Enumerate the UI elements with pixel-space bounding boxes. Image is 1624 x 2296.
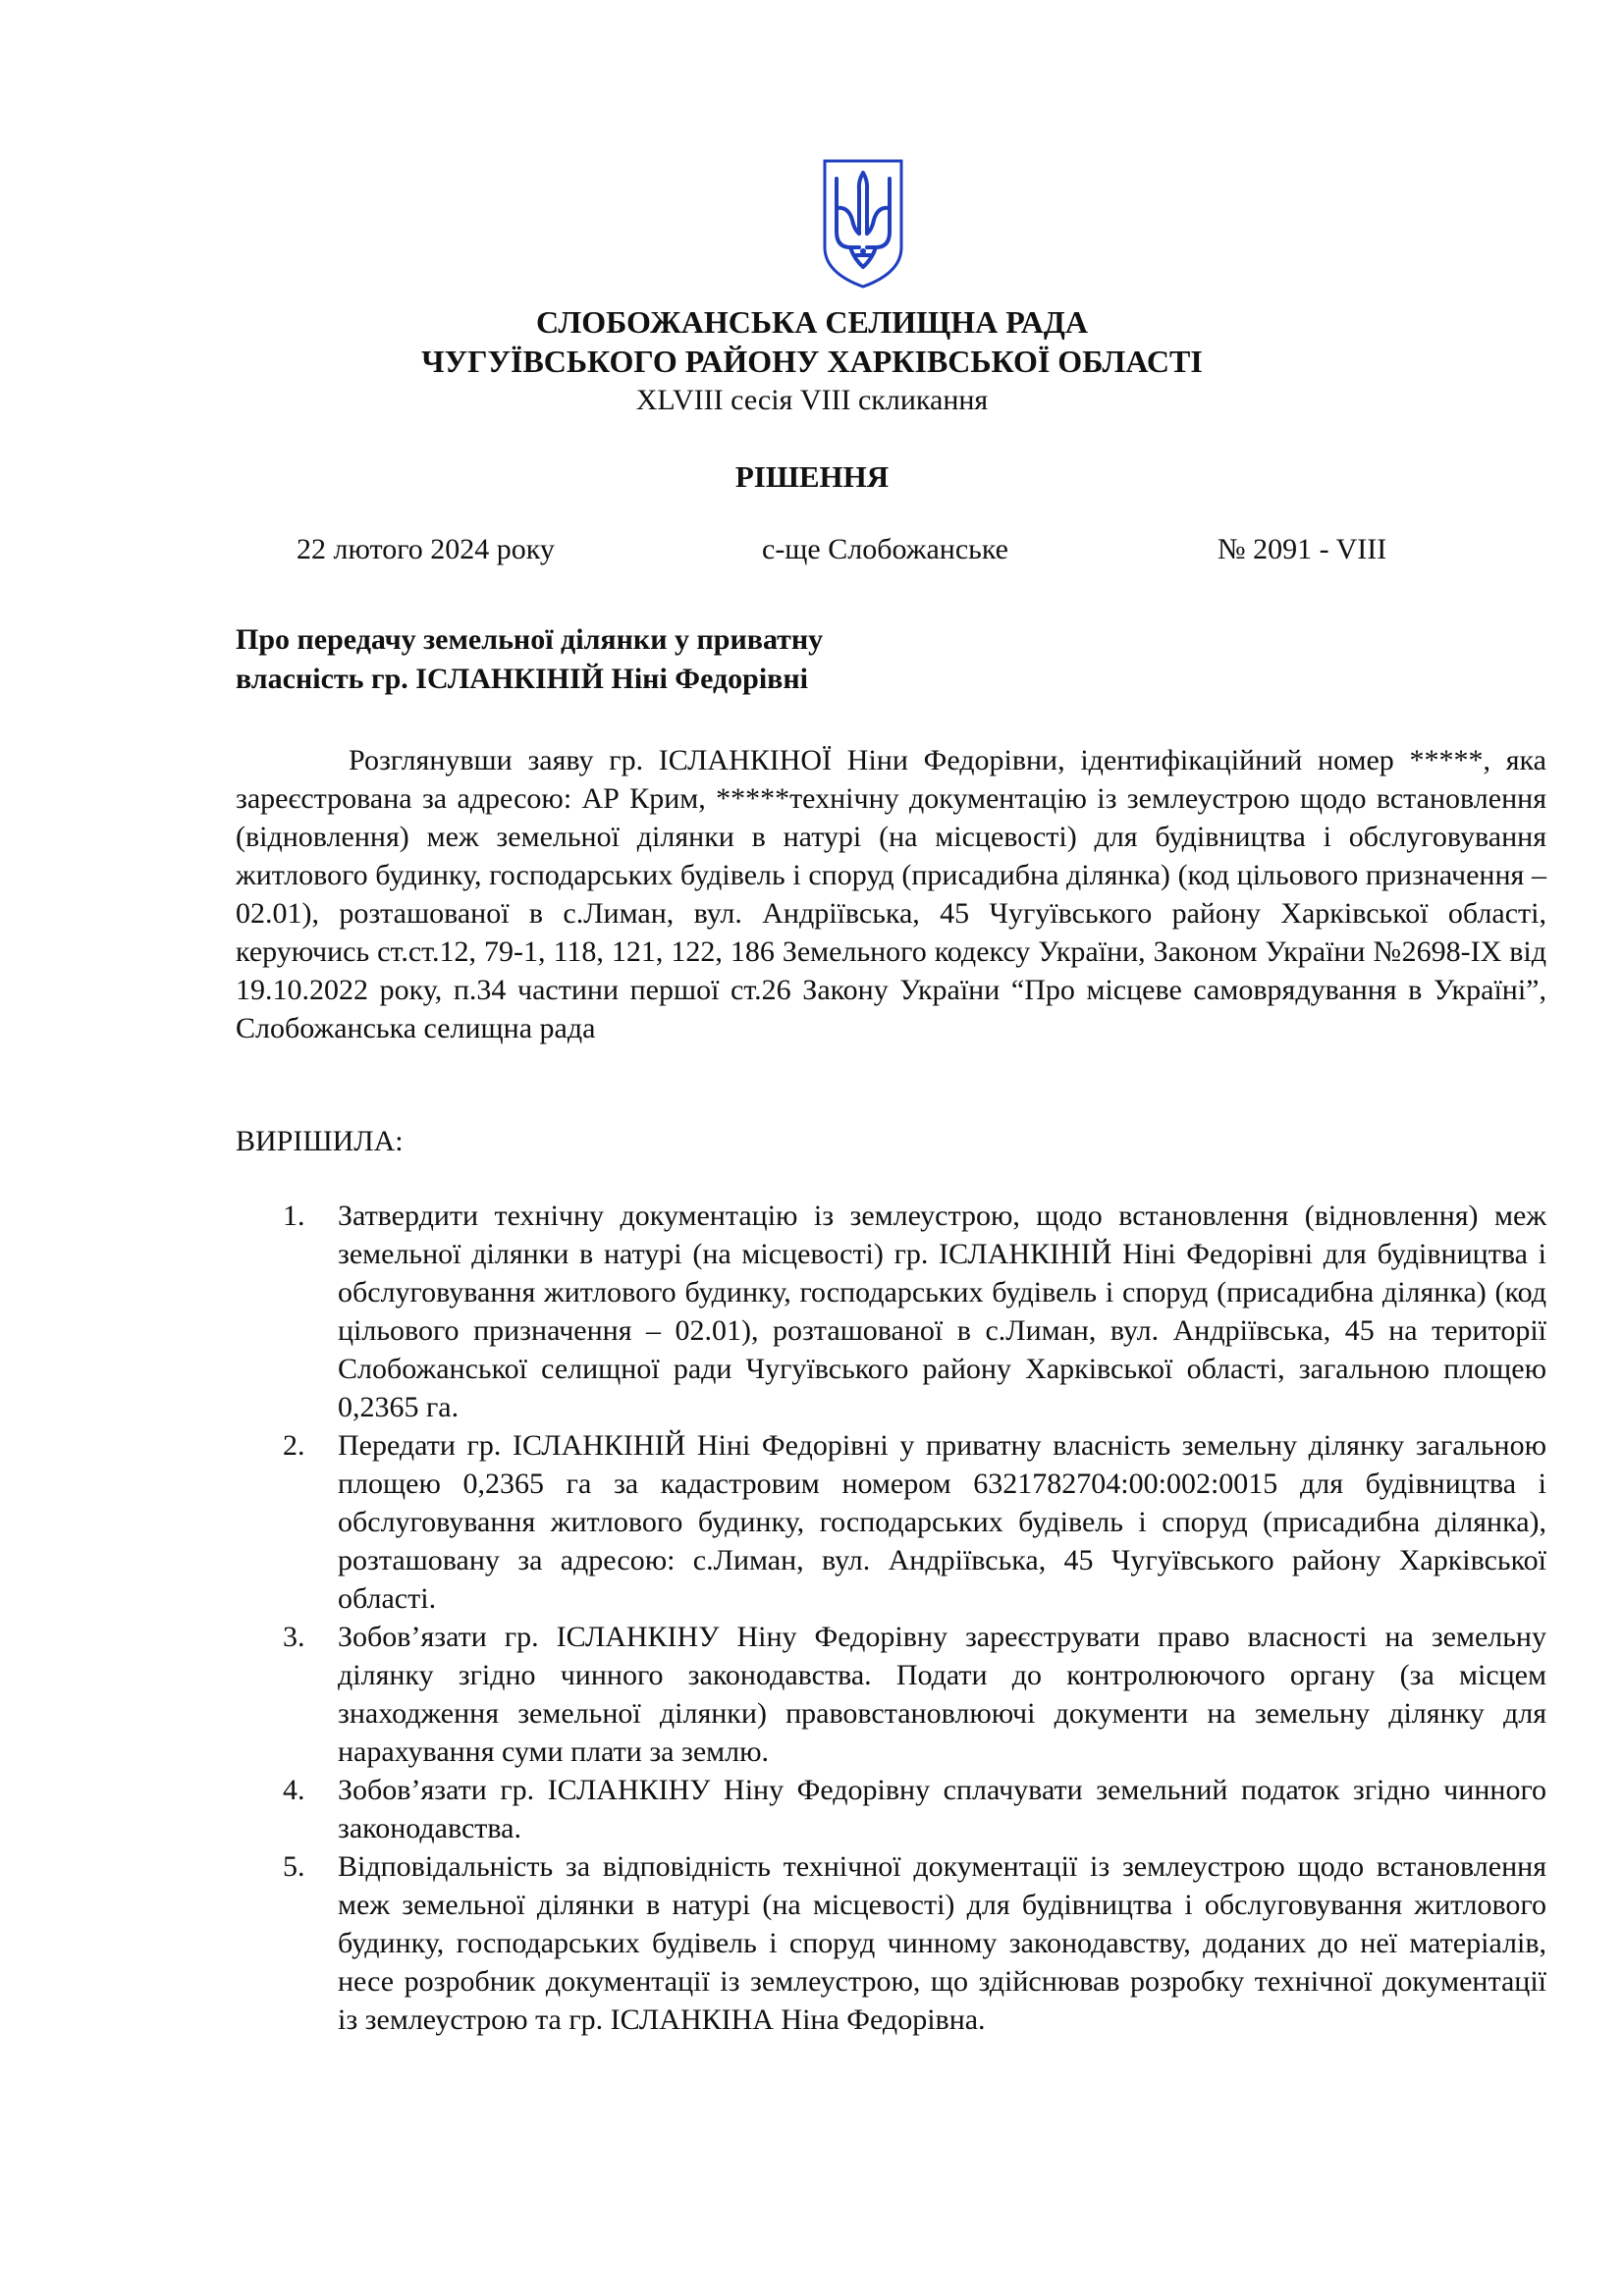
council-name (0, 302, 1624, 381)
decision-item-text: Затвердити технічну документацію із землеустрою, щодо встановлення (відновлення) меж земельної ділянки в натурі (на місцевості) гр. ІСЛАНКІНІЙ Ніні Федорівні для будівництва і обслуговування житлового будинку, господарських будівель і споруд (присадибна ділянка) (код цільового призначення – 02.01), розташованої в с.Лиман, вул. Андріївська, 45 на території Слобожанської селищної ради Чугуївського району Харківської області, загальною площею 0,2365 га. (338, 1200, 1546, 1423)
decision-item (236, 1197, 1546, 1426)
decision-subject-line2: власність гр. ІСЛАНКІНІЙ Ніні Федорівні (236, 663, 809, 695)
decision-item (236, 1771, 1546, 1847)
decision-item-number: 3. (283, 1621, 305, 1653)
decision-item-number: 1. (283, 1200, 305, 1232)
decision-item (236, 1847, 1546, 2039)
decision-item-number: 5. (283, 1850, 305, 1883)
session-line: XLVIII сесія VIII скликання (635, 384, 989, 416)
decision-item-number: 4. (283, 1774, 305, 1806)
decision-item-text: Відповідальність за відповідність технічної документації із землеустрою щодо встановлення меж земельної ділянки в натурі (на місцевості) для будівництва і обслуговування житлового будинку, господарських будівель і споруд чинному законодавству, доданих до неї матеріалів, несе розробник документації із землеустрою, що здійснював розробку технічної документації із землеустрою та гр. ІСЛАНКІНА Ніна Федорівна. (338, 1850, 1546, 2036)
decision-item-text: Зобов’язати гр. ІСЛАНКІНУ Ніну Федорівну зареєструвати право власності на земельну ділянку згідно чинного законодавства. Подати до контролюючого органу (за місцем знаходження земельної ділянки) правовстановлюючі документи на земельну ділянку для нарахування суми плати за землю. (338, 1621, 1546, 1768)
decision-item-text: Передати гр. ІСЛАНКІНІЙ Ніні Федорівні у приватну власність земельну ділянку загальною площею 0,2365 га за кадастровим номером 6321782704:00:002:0015 для будівництва і обслуговування житлового будинку, господарських будівель і споруд (присадибна ділянка), розташовану за адресою: с.Лиман, вул. Андріївська, 45 Чугуївського району Харківської області. (338, 1429, 1546, 1615)
decision-list (236, 1197, 1546, 2039)
council-name-line1: СЛОБОЖАНСЬКА СЕЛИЩНА РАДА (536, 304, 1088, 340)
decision-place: с-ще Слобожанське (762, 533, 1008, 565)
decision-subject (236, 620, 823, 699)
preamble-paragraph: Розглянувши заяву гр. ІСЛАНКІНОЇ Ніни Федорівни, ідентифікаційний номер *****, яка зареєстрована за адресою: АР Крим, *****технічну документацію із землеустрою щодо встановлення (відновлення) меж земельної ділянки в натурі (на місцевості) для будівництва і обслуговування житлового будинку, господарських будівель і споруд (присадибна ділянка) (код цільового призначення – 02.01), розташованої в с.Лиман, вул. Андріївська, 45 Чугуївського району Харківської області, керуючись ст.ст.12, 79-1, 118, 121, 122, 186 Земельного кодексу України, Законом України №2698-IX від 19.10.2022 року, п.34 частини першої ст.26 Закону України “Про місцеве самоврядування в Україні”, Слобожанська селищна рада (236, 744, 1546, 1044)
document-type-title: РІШЕННЯ (734, 459, 890, 494)
decision-item (236, 1618, 1546, 1771)
decision-subject-line1: Про передачу земельної ділянки у приватну (236, 623, 824, 656)
decision-number: № 2091 - VIII (1218, 533, 1387, 565)
decision-item-text: Зобов’язати гр. ІСЛАНКІНУ Ніну Федорівну сплачувати земельний податок згідно чинного законодавства. (338, 1774, 1546, 1844)
decision-item (236, 1426, 1546, 1618)
decision-item-number: 2. (283, 1429, 305, 1462)
decision-date: 22 лютого 2024 року (297, 533, 555, 565)
decided-label: ВИРІШИЛА: (236, 1125, 404, 1157)
ukraine-trident-coat-of-arms-icon (821, 157, 905, 291)
council-name-line2: ЧУГУЇВСЬКОГО РАЙОНУ ХАРКІВСЬКОЇ ОБЛАСТІ (421, 344, 1203, 379)
